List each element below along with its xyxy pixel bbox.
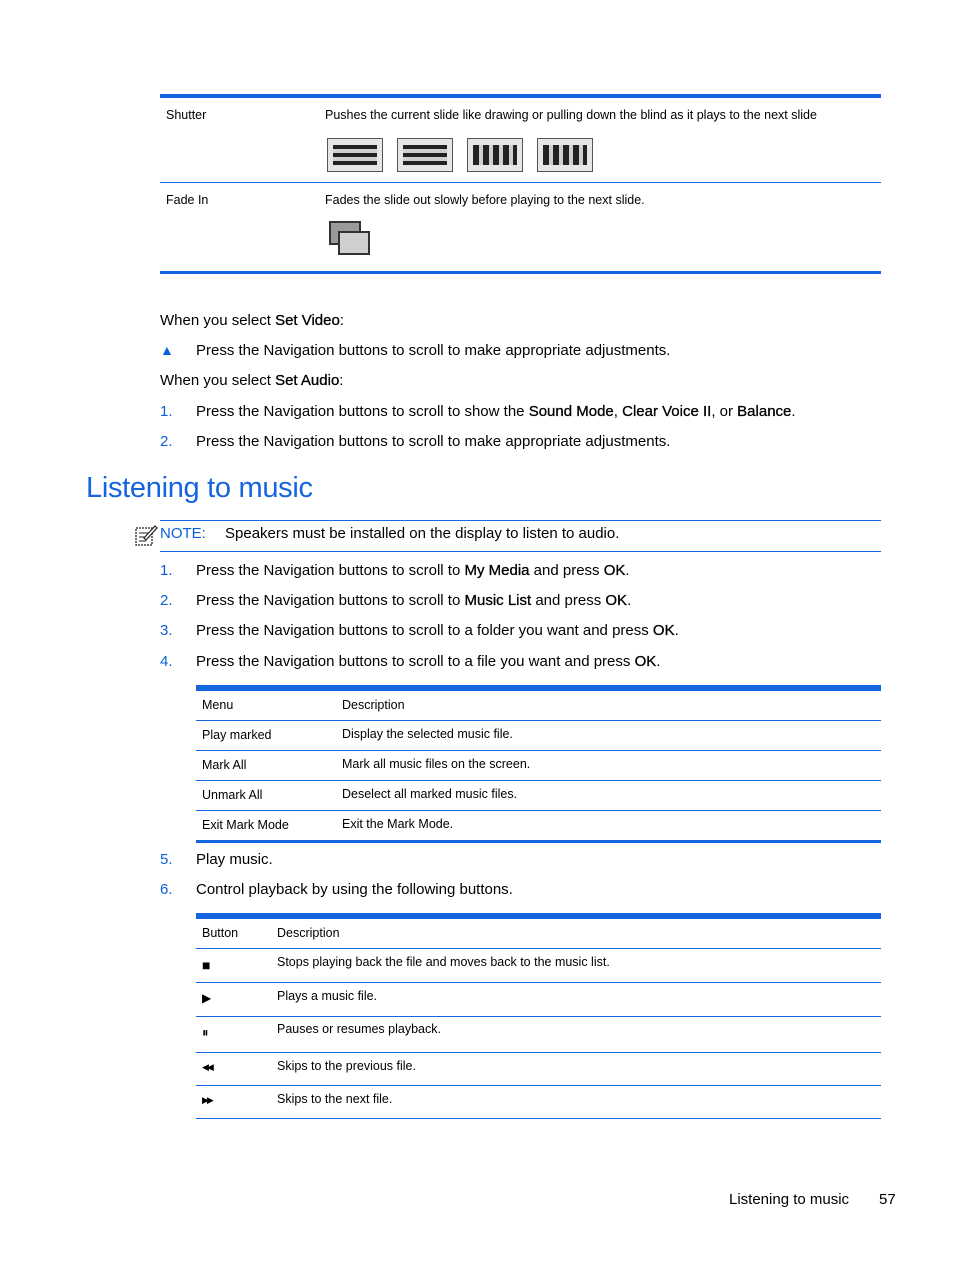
effects-row-shutter [160, 98, 881, 182]
fade-thumbnail [327, 219, 373, 259]
table-row: Play marked Display the selected music file. [196, 721, 881, 751]
footer-section-name: Listening to music [729, 1191, 850, 1208]
table-row: ▶ Plays a music file. [196, 983, 881, 1017]
menu-table-header: Menu Description [196, 691, 881, 721]
effects-table [160, 94, 881, 274]
table-row: ▶▶ Skips to the next file. [196, 1086, 881, 1119]
set-audio-intro: When you select Set Audio: [160, 372, 344, 389]
effect-description: Pushes the current slide like drawing or pulling down the blind as it plays to the next slide [325, 108, 817, 122]
table-row: ⏸ Pauses or resumes playback. [196, 1017, 881, 1053]
table-row: ◀◀ Skips to the previous file. [196, 1053, 881, 1086]
triangle-bullet-icon: ▲ [160, 342, 174, 358]
shutter-thumbnail [327, 138, 383, 172]
shutter-thumbnail [397, 138, 453, 172]
effect-name: Fade In [166, 193, 209, 207]
table-row: Unmark All Deselect all marked music files. [196, 781, 881, 811]
fast-forward-icon: ▶▶ [202, 1095, 212, 1105]
note-pencil-icon [134, 523, 158, 547]
shutter-thumbnail [467, 138, 523, 172]
table-row: Exit Mark Mode Exit the Mark Mode. [196, 811, 881, 843]
note-box [160, 520, 881, 552]
shutter-thumbnails [327, 138, 593, 172]
set-video-intro: When you select Set Video: [160, 312, 345, 329]
menu-table [196, 685, 881, 843]
effect-description: Fades the slide out slowly before playing to the next slide. [325, 193, 645, 207]
button-table [196, 913, 881, 1119]
section-title: Listening to music [86, 472, 313, 504]
pause-icon: ⏸ [202, 1025, 209, 1040]
play-icon: ▶ [202, 991, 212, 1005]
effects-row-fade-in [160, 182, 881, 271]
fade-thumbnails [327, 219, 373, 259]
table-row: Mark All Mark all music files on the screen. [196, 751, 881, 781]
rewind-icon: ◀◀ [202, 1062, 212, 1072]
page-number: 57 [879, 1191, 896, 1208]
stop-icon: ■ [202, 957, 211, 973]
table-row: ■ Stops playing back the file and moves back to the music list. [196, 949, 881, 983]
effect-name: Shutter [166, 108, 207, 122]
shutter-thumbnail [537, 138, 593, 172]
note-text: Speakers must be installed on the display to listen to audio. [225, 525, 620, 542]
button-table-header: Button Description [196, 919, 881, 949]
note-label: NOTE: [160, 525, 206, 542]
